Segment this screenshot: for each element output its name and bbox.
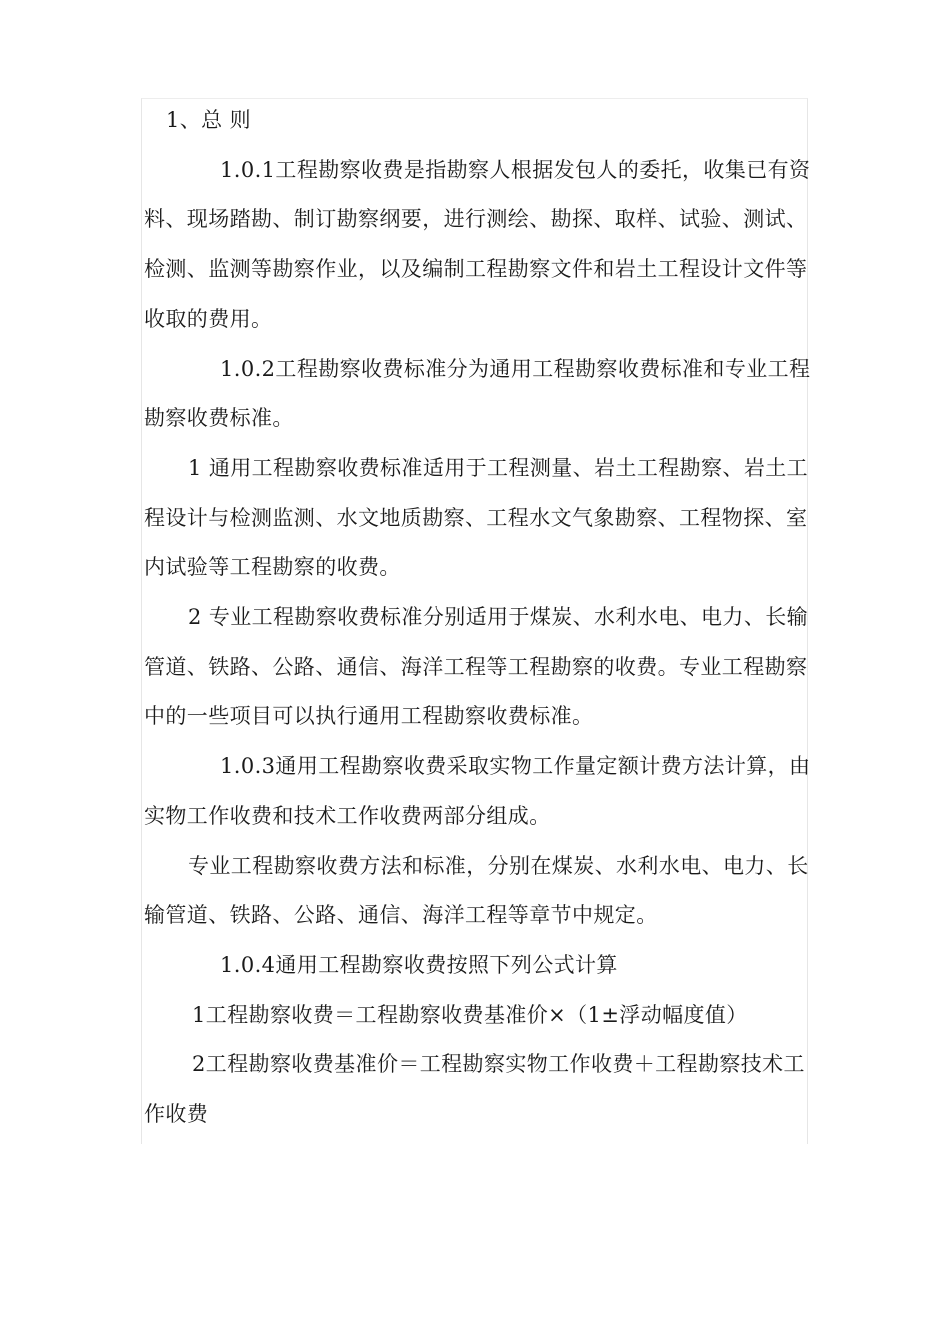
paragraph-1-0-2-item-1: 1 通用工程勘察收费标准适用于工程测量、岩土工程勘察、岩土工程设计与检测监测、水文地质勘察、工程水文气象勘察、工程物探、室内试验等工程勘察的收费。 — [144, 455, 809, 580]
paragraph-1-0-3: 1.0.3通用工程勘察收费采取实物工作量定额计费方法计算，由实物工作收费和技术工作收费两部分组成。 — [144, 754, 811, 828]
paragraph-1-0-3-note: 专业工程勘察收费方法和标准，分别在煤炭、水利水电、电力、长输管道、铁路、公路、通信、海洋工程等章节中规定。 — [144, 853, 809, 928]
paragraph-1-0-2: 1.0.2工程勘察收费标准分为通用工程勘察收费标准和专业工程勘察收费标准。 — [144, 356, 811, 431]
formula-1: 1工程勘察收费＝工程勘察收费基准价×（1±浮动幅度值） — [192, 1002, 748, 1027]
paragraph-1-0-4: 1.0.4通用工程勘察收费按照下列公式计算 — [220, 952, 618, 977]
formula-2: 2工程勘察收费基准价＝工程勘察实物工作收费＋工程勘察技术工作收费 — [144, 1052, 805, 1127]
document-body — [144, 96, 816, 1140]
paragraph-1-0-1: 1.0.1工程勘察收费是指勘察人根据发包人的委托，收集已有资料、现场踏勘、制订勘察纲要，进行测绘、勘探、取样、试验、测试、检测、监测等勘察作业，以及编制工程勘察文件和岩土工程设计文件等收取的费用。 — [144, 157, 811, 331]
paragraph-1-0-2-item-2: 2 专业工程勘察收费标准分别适用于煤炭、水利水电、电力、长输管道、铁路、公路、通信、海洋工程等工程勘察的收费。专业工程勘察中的一些项目可以执行通用工程勘察收费标准。 — [144, 605, 809, 729]
section-heading: 1、总 则 — [166, 108, 252, 132]
